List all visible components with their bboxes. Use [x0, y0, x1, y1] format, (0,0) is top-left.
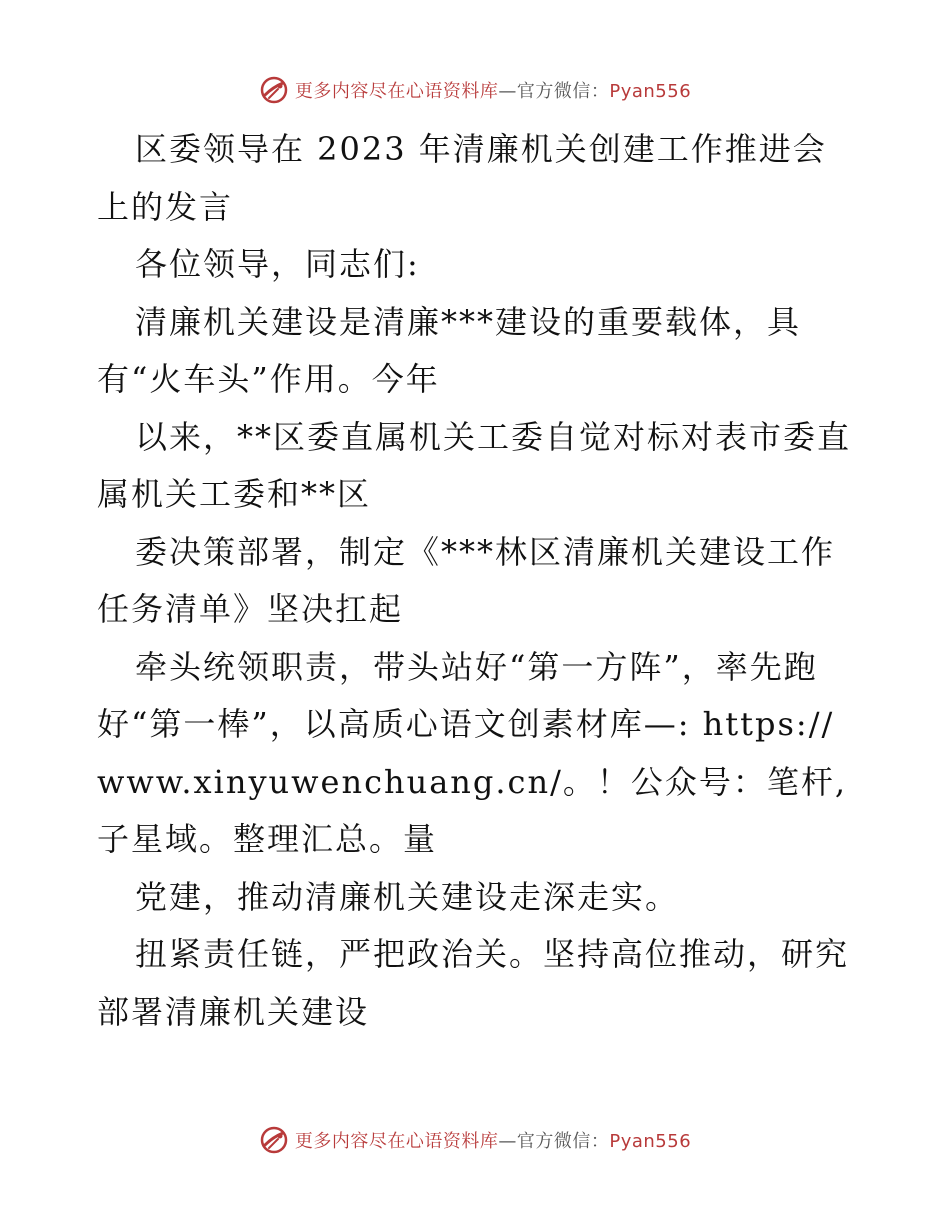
watermark-wechat-label: 官方微信：	[516, 1131, 610, 1152]
body-paragraph: 扭紧责任链，严把政治关。坚持高位推动，研究部署清廉机关建设	[97, 935, 850, 1031]
watermark-separator: —	[498, 81, 517, 102]
watermark-text	[295, 77, 691, 103]
header-watermark-banner	[0, 70, 950, 110]
body-paragraph: 以来，**区委直属机关工委自觉对标对表市委直属机关工委和**区	[97, 417, 852, 513]
body-paragraph: 清廉机关建设是清廉***建设的重要载体，具有“火车头”作用。今年	[97, 302, 802, 398]
document-body	[97, 121, 857, 1041]
body-paragraph: 牵头统领职责，带头站好“第一方阵”，率先跑好“第一棒”，以高质心语文创素材库—: https://www.xinyuwenchuang.cn/。！公众号：笔杆,子星域。整理汇总。量	[97, 647, 848, 858]
watermark-wechat-id: Pyan556	[609, 1131, 692, 1152]
body-paragraph: 党建，推动清廉机关建设走深走实。	[135, 877, 680, 916]
watermark-wechat-label: 官方微信：	[516, 81, 610, 102]
watermark-brand: 更多内容尽在心语资料库	[294, 81, 499, 102]
watermark-wechat-id: Pyan556	[609, 81, 692, 102]
watermark-text	[295, 1127, 691, 1153]
document-title: 区委领导在 2023 年清廉机关创建工作推进会上的发言	[97, 130, 827, 226]
footer-watermark-banner	[0, 1120, 950, 1160]
brush-pen-logo-icon	[259, 75, 289, 105]
brush-pen-logo-icon	[259, 1125, 289, 1155]
watermark-separator: —	[498, 1131, 517, 1152]
salutation: 各位领导，同志们:	[135, 245, 420, 283]
watermark-brand: 更多内容尽在心语资料库	[294, 1131, 499, 1152]
body-paragraph: 委决策部署，制定《***林区清廉机关建设工作任务清单》坚决扛起	[97, 532, 836, 628]
